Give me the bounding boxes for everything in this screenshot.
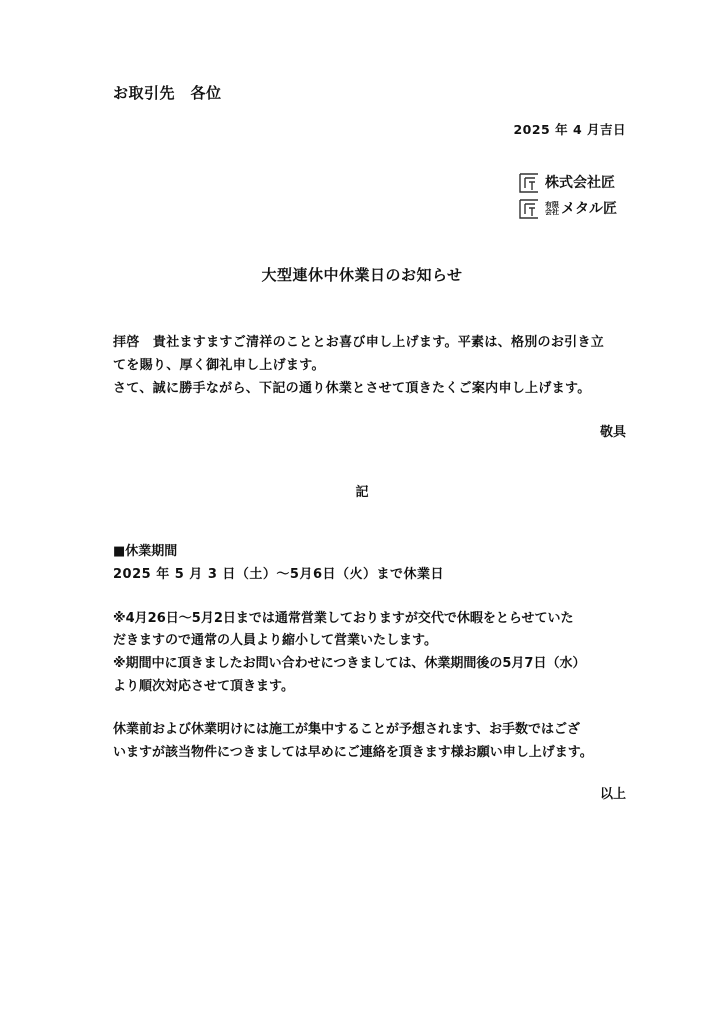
period-dates: 2025 年 5 月 3 日（土）～5月6日（火）まで休業日 bbox=[113, 567, 444, 582]
note-1-line-2: だきますので通常の人員より縮小して営業いたします。 bbox=[113, 633, 437, 648]
request-line-1: 休業前および休業明けには施工が集中することが予想されます、お手数ではござ bbox=[113, 722, 580, 737]
request-line-2: いますが該当物件につきましては早めにご連絡を頂きます様お願い申し上げます。 bbox=[113, 745, 593, 760]
ki-marker: 記 bbox=[355, 485, 369, 500]
body-line-1: 拝啓 貴社ますますご清祥のこととお喜び申し上げます。平素は、格別のお引き立 bbox=[113, 335, 605, 350]
company-block bbox=[518, 170, 638, 222]
recipient: お取引先 各位 bbox=[113, 84, 222, 102]
closing-ijou: 以上 bbox=[599, 787, 626, 802]
period-heading: ■休業期間 bbox=[113, 544, 178, 559]
takumi-logo-icon bbox=[518, 172, 540, 194]
notice-title: 大型連休中休業日のお知らせ bbox=[261, 266, 463, 284]
company-name-1: 株式会社匠 bbox=[545, 175, 615, 191]
note-1-line-1: ※4月26日～5月2日までは通常営業しておりますが交代で休暇をとらせていた bbox=[113, 611, 574, 626]
note-2-line-2: より順次対応させて頂きます。 bbox=[113, 679, 294, 694]
company-type-prefix: 有限会社 bbox=[545, 201, 559, 216]
takumi-logo-icon bbox=[518, 198, 540, 220]
company-line-1 bbox=[518, 170, 638, 196]
closing-keigu: 敬具 bbox=[599, 425, 626, 440]
note-2-line-1: ※期間中に頂きましたお問い合わせにつきましては、休業期間後の5月7日（水） bbox=[113, 656, 586, 671]
company-name-2: メタル匠 bbox=[561, 201, 617, 217]
body-line-2: てを賜り、厚く御礼申し上げます。 bbox=[113, 358, 325, 373]
company-line-2 bbox=[518, 196, 638, 222]
issue-date: 2025 年 4 月吉日 bbox=[513, 122, 626, 137]
body-line-3: さて、誠に勝手ながら、下記の通り休業とさせて頂きたくご案内申し上げます。 bbox=[113, 381, 591, 396]
